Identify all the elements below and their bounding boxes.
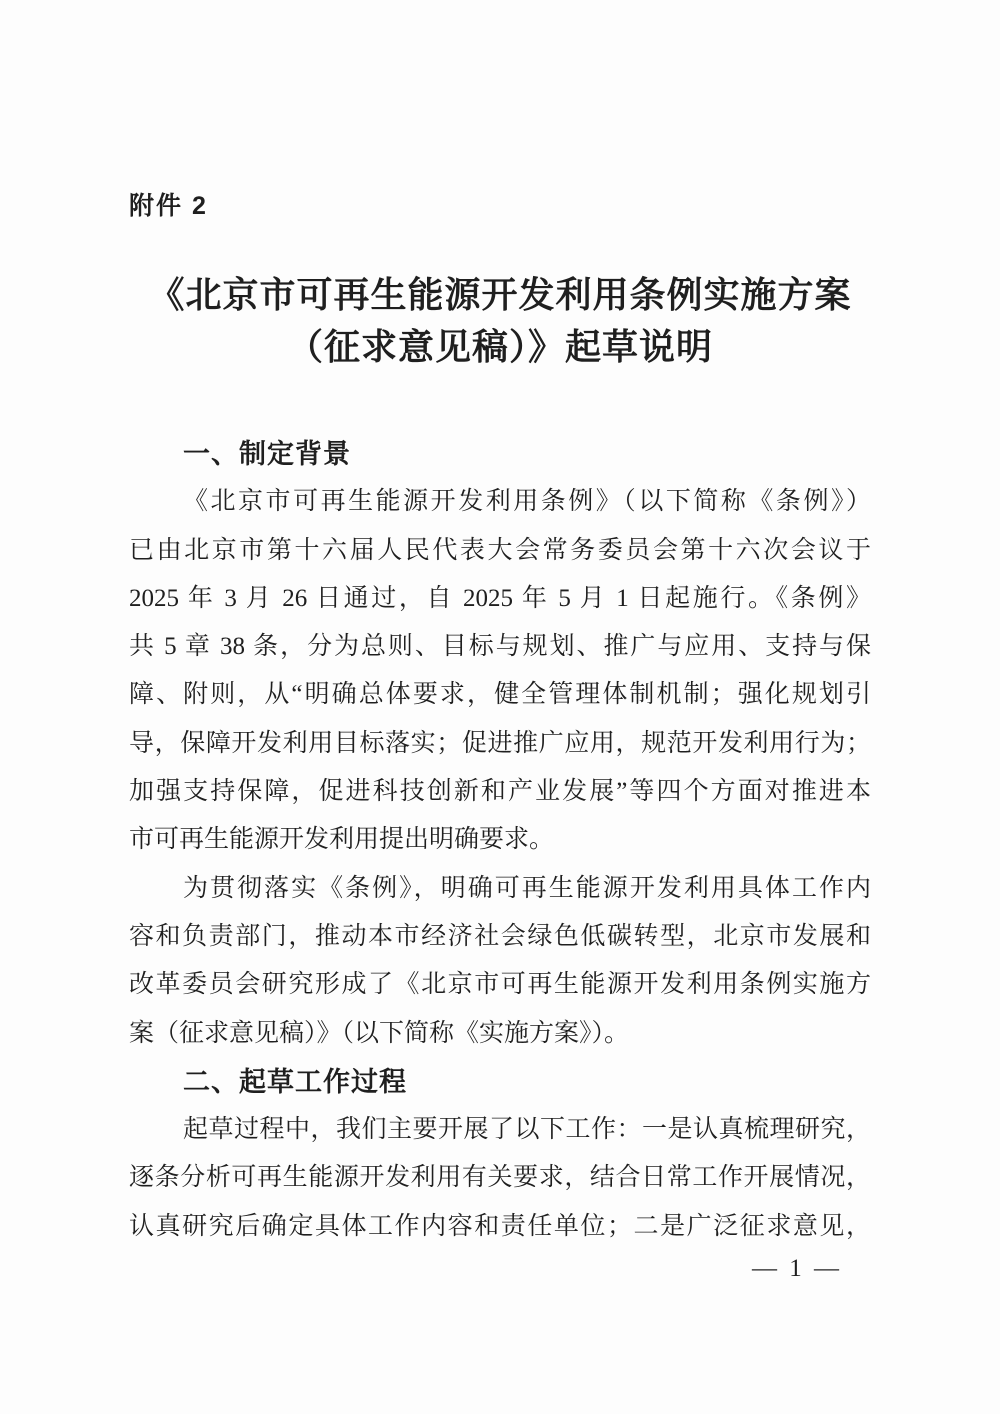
paragraph-line: 共 5 章 38 条，分为总则、目标与规划、推广与应用、支持与保 bbox=[129, 633, 871, 661]
paragraph-line: 认真研究后确定具体工作内容和责任单位；二是广泛征求意见， bbox=[129, 1212, 871, 1240]
section-heading-drafting-process: 二、起草工作过程 bbox=[183, 1066, 407, 1097]
page-number: — 1 — bbox=[752, 1255, 842, 1282]
paragraph-line: 加强支持保障，促进科技创新和产业发展”等四个方面对推进本 bbox=[129, 778, 871, 806]
paragraph-line: 逐条分析可再生能源开发利用有关要求，结合日常工作开展情况， bbox=[129, 1164, 871, 1192]
document-title-line-1: 《北京市可再生能源开发利用条例实施方案 bbox=[148, 275, 852, 315]
document-body bbox=[129, 430, 871, 1251]
paragraph-line: 导，保障开发利用目标落实；促进推广应用，规范开发利用行为； bbox=[129, 729, 871, 757]
paragraph-line: 改革委员会研究形成了《北京市可再生能源开发利用条例实施方 bbox=[129, 971, 871, 999]
paragraph-line: 起草过程中，我们主要开展了以下工作：一是认真梳理研究， bbox=[183, 1116, 871, 1144]
paragraph-line: 市可再生能源开发利用提出明确要求。 bbox=[129, 826, 555, 854]
document-title bbox=[128, 269, 872, 373]
paragraph-line: 2025 年 3 月 26 日通过，自 2025 年 5 月 1 日起施行。《条例》 bbox=[129, 584, 871, 612]
paragraph-line: 已由北京市第十六届人民代表大会常务委员会第十六次会议于 bbox=[129, 536, 871, 564]
paragraph-line: 障、附则，从“明确总体要求，健全管理体制机制；强化规划引 bbox=[129, 681, 871, 709]
section-heading-background: 一、制定背景 bbox=[183, 439, 351, 469]
attachment-label: 附件 2 bbox=[129, 192, 208, 220]
paragraph-line: 《北京市可再生能源开发利用条例》（以下简称《条例》） bbox=[183, 488, 871, 516]
document-title-line-2: （征求意见稿）》起草说明 bbox=[286, 327, 713, 367]
paragraph-line: 案（征求意见稿）》（以下简称《实施方案》）。 bbox=[129, 1019, 630, 1047]
paragraph-line: 为贯彻落实《条例》，明确可再生能源开发利用具体工作内 bbox=[183, 874, 871, 902]
paragraph-line: 容和负责部门，推动本市经济社会绿色低碳转型，北京市发展和 bbox=[129, 922, 871, 950]
